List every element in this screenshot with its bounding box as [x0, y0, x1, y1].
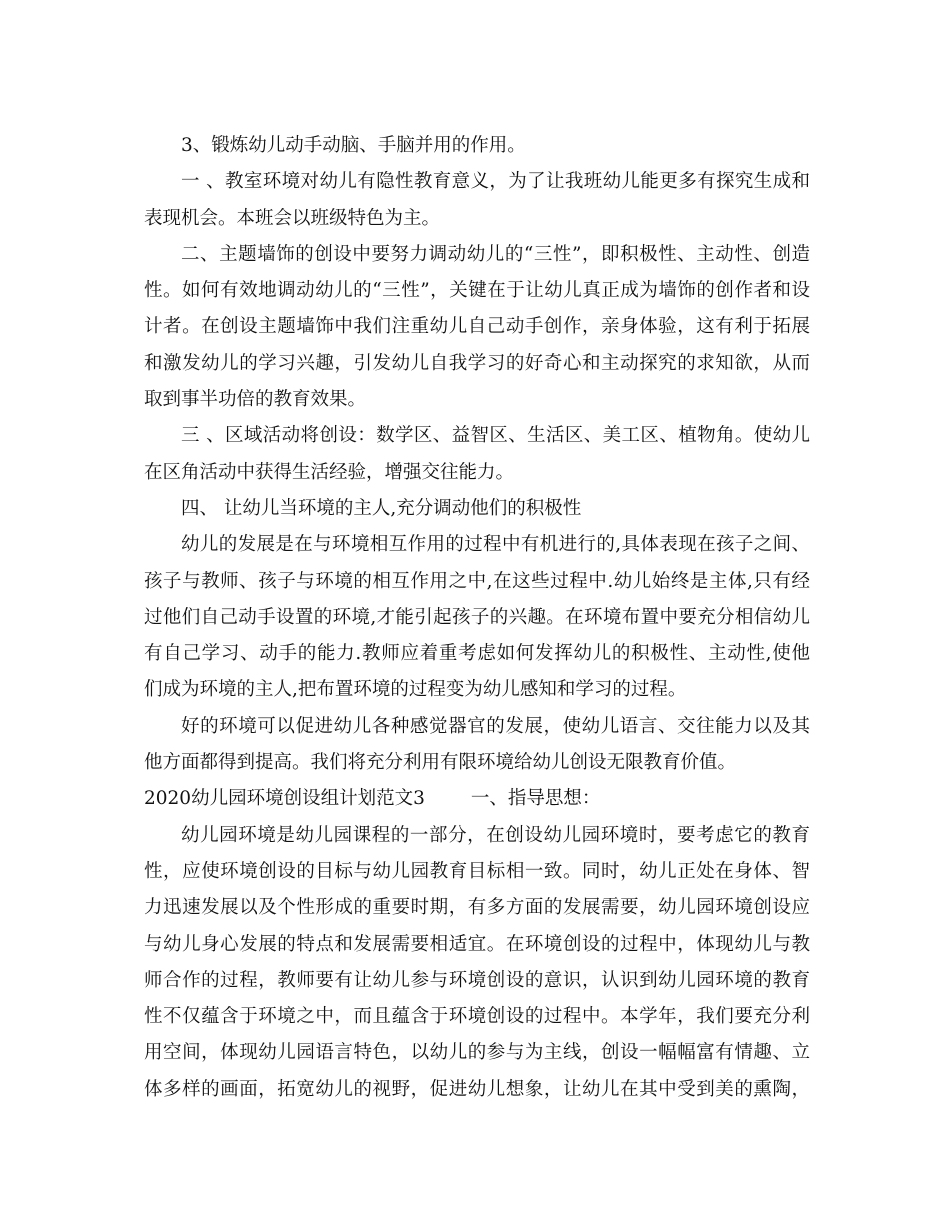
section-heading-line [144, 781, 810, 817]
text-line: 性不仅蕴含于环境之中，而且蕴含于环境创设的过程中。本学年，我们要充分利 [144, 1006, 810, 1028]
text-line: 四、 让幼儿当环境的主人,充分调动他们的积极性 [181, 497, 582, 519]
text-line: 性。如何有效地调动幼儿的“三性”，关键在于让幼儿真正成为墙饰的创作者和设 [144, 280, 810, 302]
text-line: 三 、区域活动将创设：数学区、益智区、生活区、美工区、植物角。使幼儿 [181, 425, 810, 447]
text-line: 与幼儿身心发展的特点和发展需要相适宜。在环境创设的过程中，体现幼儿与教 [144, 933, 810, 955]
text-line: 幼儿的发展是在与环境相互作用的过程中有机进行的,具体表现在孩子之间、 [181, 534, 810, 556]
text-line: 在区角活动中获得生活经验，增强交往能力。 [144, 461, 515, 483]
text-line: 二、主题墙饰的创设中要努力调动幼儿的“三性”，即积极性、主动性、创造 [181, 243, 810, 265]
text-line: 过他们自己动手设置的环境,才能引起孩子的兴趣。在环境布置中要充分相信幼儿 [144, 606, 810, 628]
text-line: 性，应使环境创设的目标与幼儿园教育目标相一致。同时，幼儿正处在身体、智 [144, 860, 810, 882]
section-title: 2020幼儿园环境创设组计划范文3 [144, 788, 425, 810]
text-line: 师合作的过程，教师要有让幼儿参与环境创设的意识，认识到幼儿园环境的教育 [144, 969, 810, 991]
document-body [144, 128, 810, 1108]
text-line: 力迅速发展以及个性形成的重要时期，有多方面的发展需要，幼儿园环境创设应 [144, 897, 810, 919]
paragraphs-after-heading [144, 818, 810, 1108]
text-line: 他方面都得到提高。我们将充分利用有限环境给幼儿创设无限教育价值。 [144, 752, 737, 774]
text-line: 用空间，体现幼儿园语言特色，以幼儿的参与为主线，创设一幅幅富有情趣、立 [144, 1042, 810, 1064]
text-line: 们成为环境的主人,把布置环境的过程变为幼儿感知和学习的过程。 [144, 679, 687, 701]
text-line: 幼儿园环境是幼儿园课程的一部分，在创设幼儿园环境时，要考虑它的教育 [181, 824, 810, 846]
section-subtitle: 一、指导思想： [470, 788, 601, 810]
text-line: 体多样的画面，拓宽幼儿的视野，促进幼儿想象，让幼儿在其中受到美的熏陶， [144, 1078, 810, 1100]
text-line: 3、锻炼幼儿动手动脑、手脑并用的作用。 [181, 135, 526, 156]
text-line: 有自己学习、动手的能力.教师应着重考虑如何发挥幼儿的积极性、主动性,使他 [144, 643, 810, 665]
text-line: 和激发幼儿的学习兴趣，引发幼儿自我学习的好奇心和主动探究的求知欲，从而 [144, 352, 810, 374]
text-line: 表现机会。本班会以班级特色为主。 [144, 207, 441, 229]
text-line: 好的环境可以促进幼儿各种感觉器官的发展，使幼儿语言、交往能力以及其 [181, 715, 810, 737]
text-line: 计者。在创设主题墙饰中我们注重幼儿自己动手创作，亲身体验，这有利于拓展 [144, 316, 810, 338]
text-line: 取到事半功倍的教育效果。 [144, 389, 367, 411]
paragraphs-before-heading [144, 128, 810, 781]
text-line: 孩子与教师、孩子与环境的相互作用之中,在这些过程中.幼儿始终是主体,只有经 [144, 570, 810, 592]
text-line: 一 、教室环境对幼儿有隐性教育意义，为了让我班幼儿能更多有探究生成和 [181, 171, 810, 193]
